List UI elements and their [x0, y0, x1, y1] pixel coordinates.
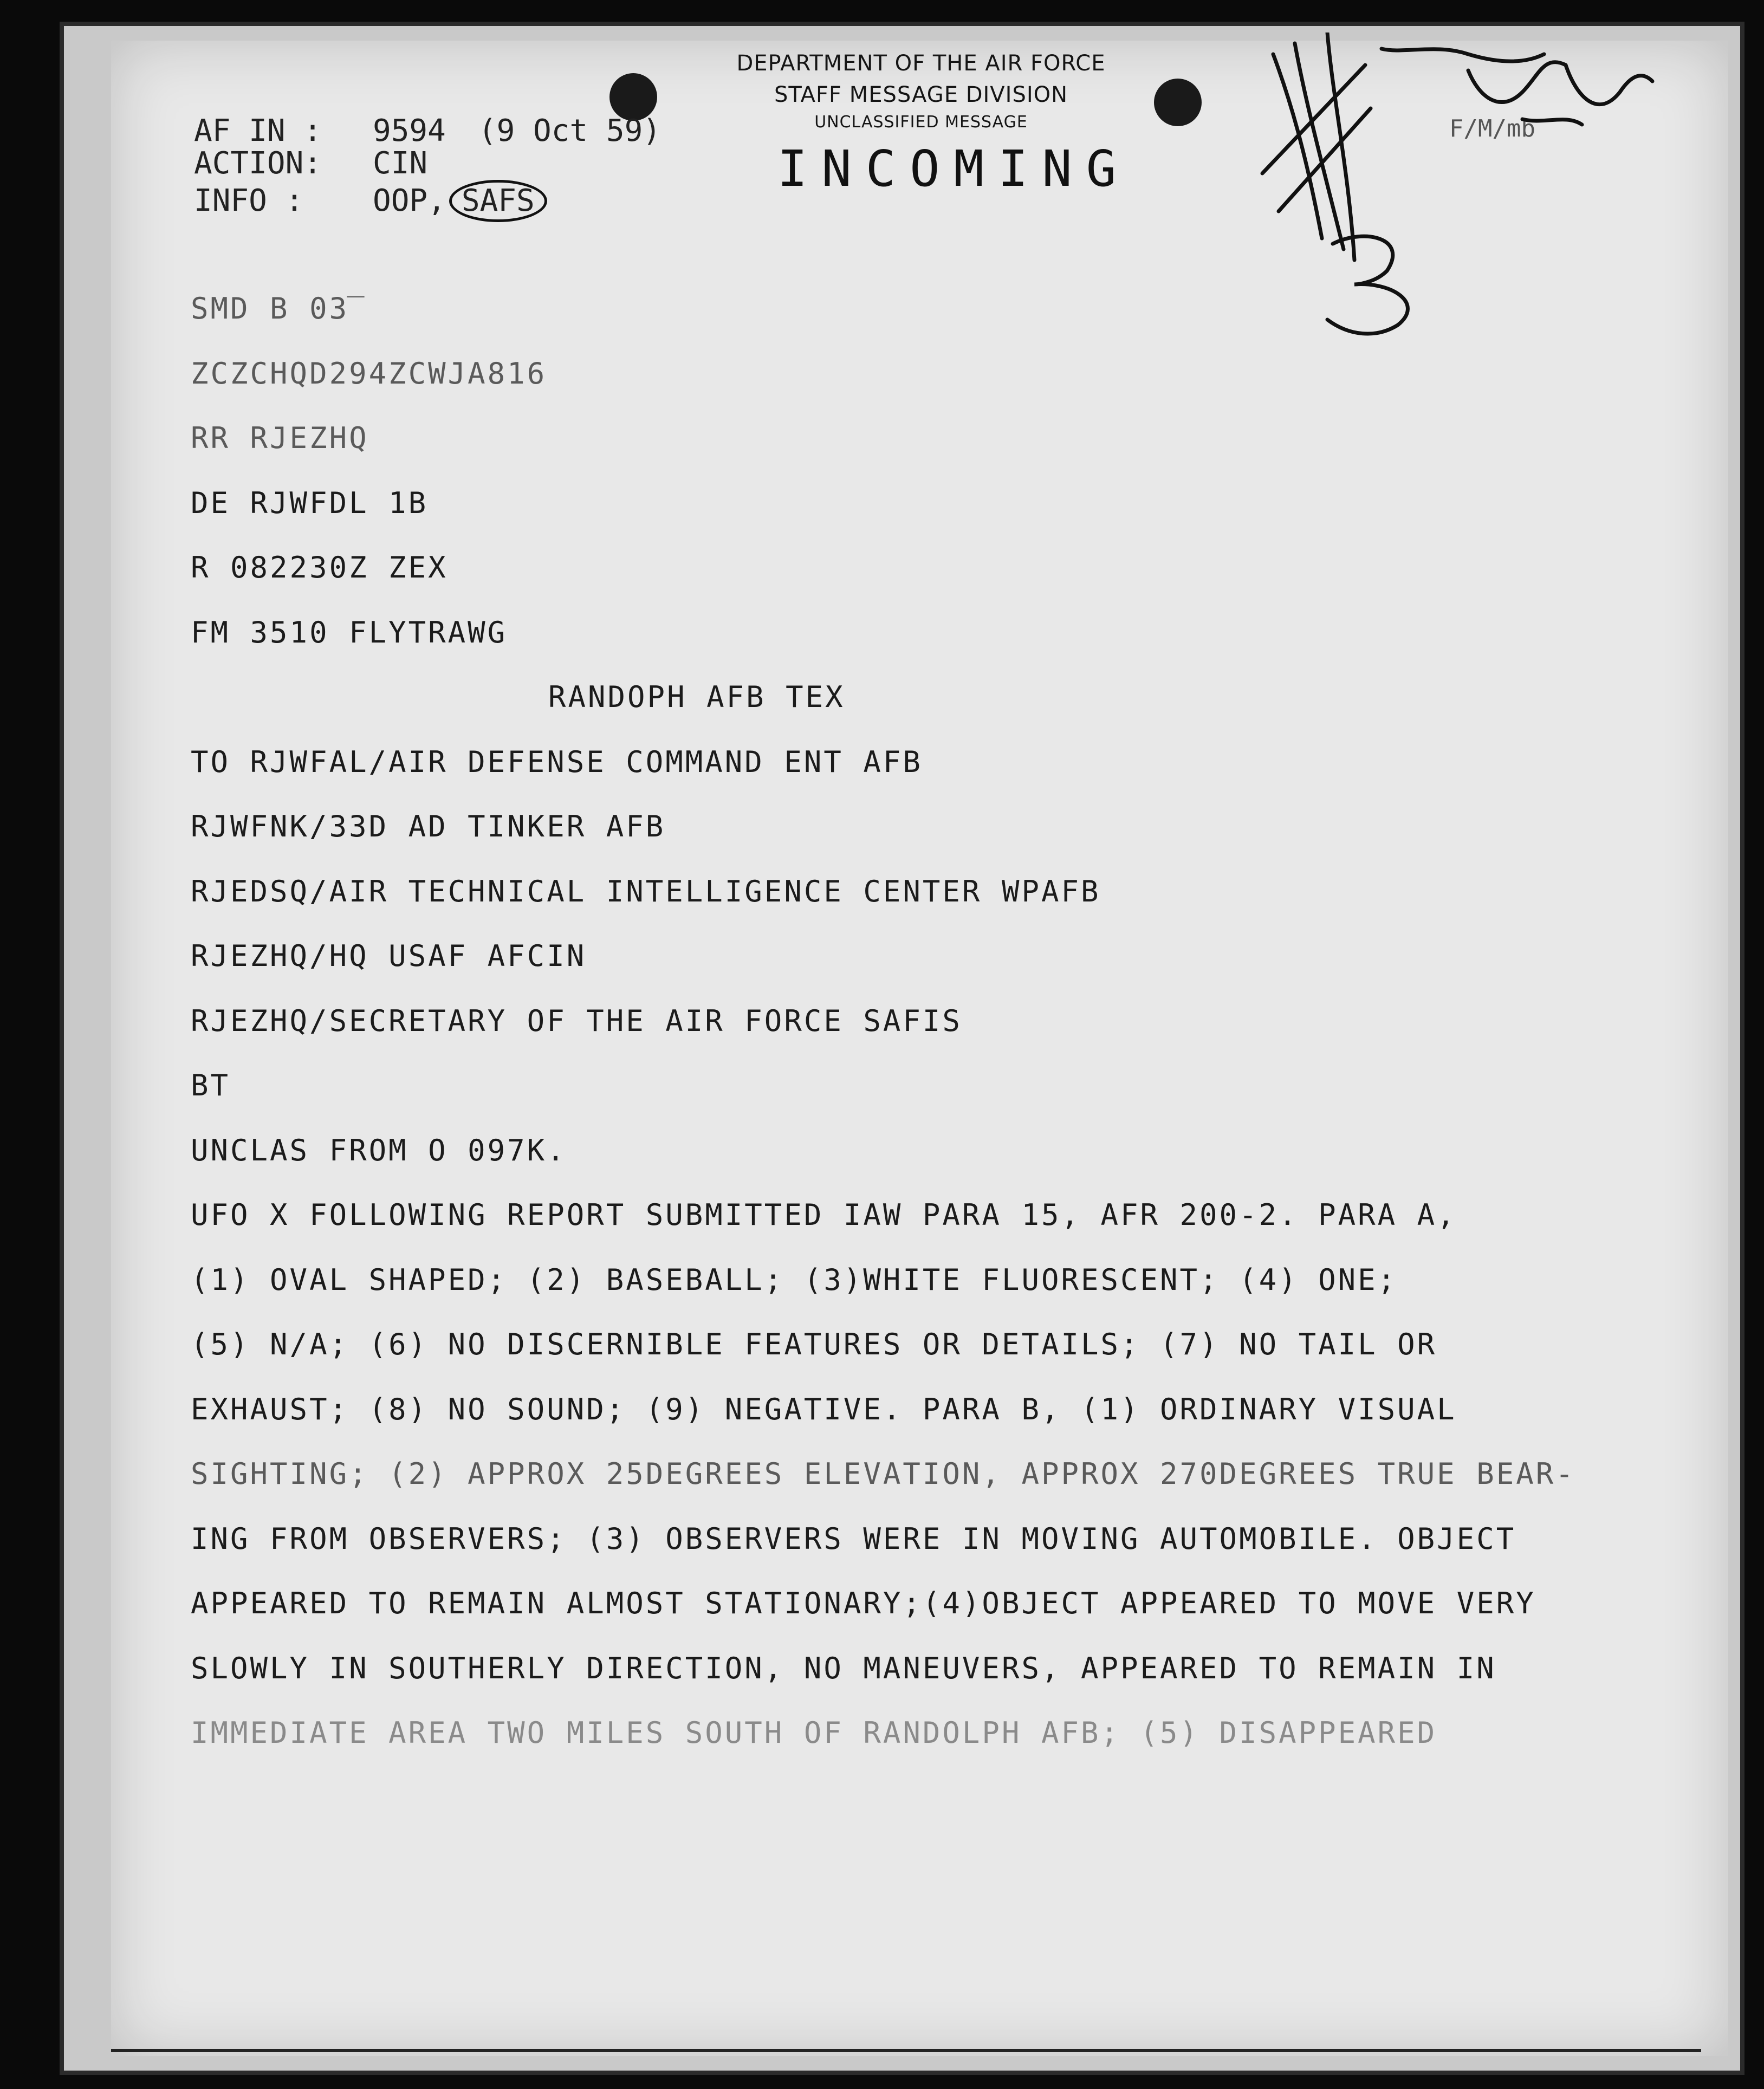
info-value: OOP, [373, 183, 446, 218]
message-line: RR RJEZHQ [191, 421, 369, 455]
message-line: R 082230Z ZEX [191, 550, 448, 585]
division-title: STAFF MESSAGE DIVISION [774, 82, 1068, 107]
message-line: RANDOPH AFB TEX [548, 680, 845, 714]
message-line: UNCLAS FROM O 097K. [191, 1133, 567, 1167]
message-line: RJWFNK/33D AD TINKER AFB [191, 809, 666, 844]
action-label: ACTION: [194, 146, 322, 181]
action-value: CIN [373, 146, 428, 181]
info-row [194, 180, 661, 222]
message-line: SIGHTING; (2) APPROX 25DEGREES ELEVATION, APPROX 270DEGREES TRUE BEAR- [191, 1457, 1575, 1491]
message-line: IMMEDIATE AREA TWO MILES SOUTH OF RANDOLPH AFB; (5) DISAPPEARED [191, 1716, 1437, 1750]
incoming-title: INCOMING [777, 140, 1131, 198]
message-line: UFO X FOLLOWING REPORT SUBMITTED IAW PARA 15, AFR 200-2. PARA A, [191, 1198, 1457, 1232]
message-line: RJEDSQ/AIR TECHNICAL INTELLIGENCE CENTER WPAFB [191, 874, 1101, 909]
message-line: SLOWLY IN SOUTHERLY DIRECTION, NO MANEUVERS, APPEARED TO REMAIN IN [191, 1651, 1496, 1685]
message-header [704, 48, 1138, 134]
message-line: TO RJWFAL/AIR DEFENSE COMMAND ENT AFB [191, 744, 923, 779]
message-line: DE RJWFDL 1B [191, 485, 429, 520]
message-line: (5) N/A; (6) NO DISCERNIBLE FEATURES OR DETAILS; (7) NO TAIL OR [191, 1327, 1437, 1361]
af-in-label: AF IN : [194, 113, 322, 148]
info-label: INFO : [194, 183, 304, 218]
message-line: SMD B 03̅ [191, 291, 349, 326]
message-line: ZCZCHQD294ZCWJA816 [191, 356, 547, 391]
message-line: RJEZHQ/HQ USAF AFCIN [191, 939, 587, 973]
message-line: FM 3510 FLYTRAWG [191, 615, 508, 650]
af-in-row [194, 115, 661, 147]
message-line: (1) OVAL SHAPED; (2) BASEBALL; (3)WHITE FLUORESCENT; (4) ONE; [191, 1262, 1398, 1297]
message-line: ING FROM OBSERVERS; (3) OBSERVERS WERE IN MOVING AUTOMOBILE. OBJECT [191, 1521, 1516, 1556]
message-line: APPEARED TO REMAIN ALMOST STATIONARY;(4)OBJECT APPEARED TO MOVE VERY [191, 1586, 1536, 1620]
message-body [191, 276, 1653, 1766]
af-in-value: 9594 [373, 113, 446, 148]
message-line: EXHAUST; (8) NO SOUND; (9) NEGATIVE. PARA B, (1) ORDINARY VISUAL [191, 1392, 1457, 1426]
info-circled-safs: SAFS [449, 180, 547, 222]
action-row [194, 147, 661, 180]
classification-label: UNCLASSIFIED MESSAGE [814, 113, 1028, 132]
message-line: BT [191, 1068, 231, 1102]
message-date: (9 Oct 59) [478, 113, 662, 148]
stamp-code: F/M/mb [1449, 115, 1535, 142]
message-line: RJEZHQ/SECRETARY OF THE AIR FORCE SAFIS [191, 1003, 962, 1038]
bottom-rule [111, 2049, 1701, 2052]
department-title: DEPARTMENT OF THE AIR FORCE [736, 51, 1106, 76]
routing-block [194, 115, 661, 222]
punch-hole-right [1154, 79, 1202, 126]
